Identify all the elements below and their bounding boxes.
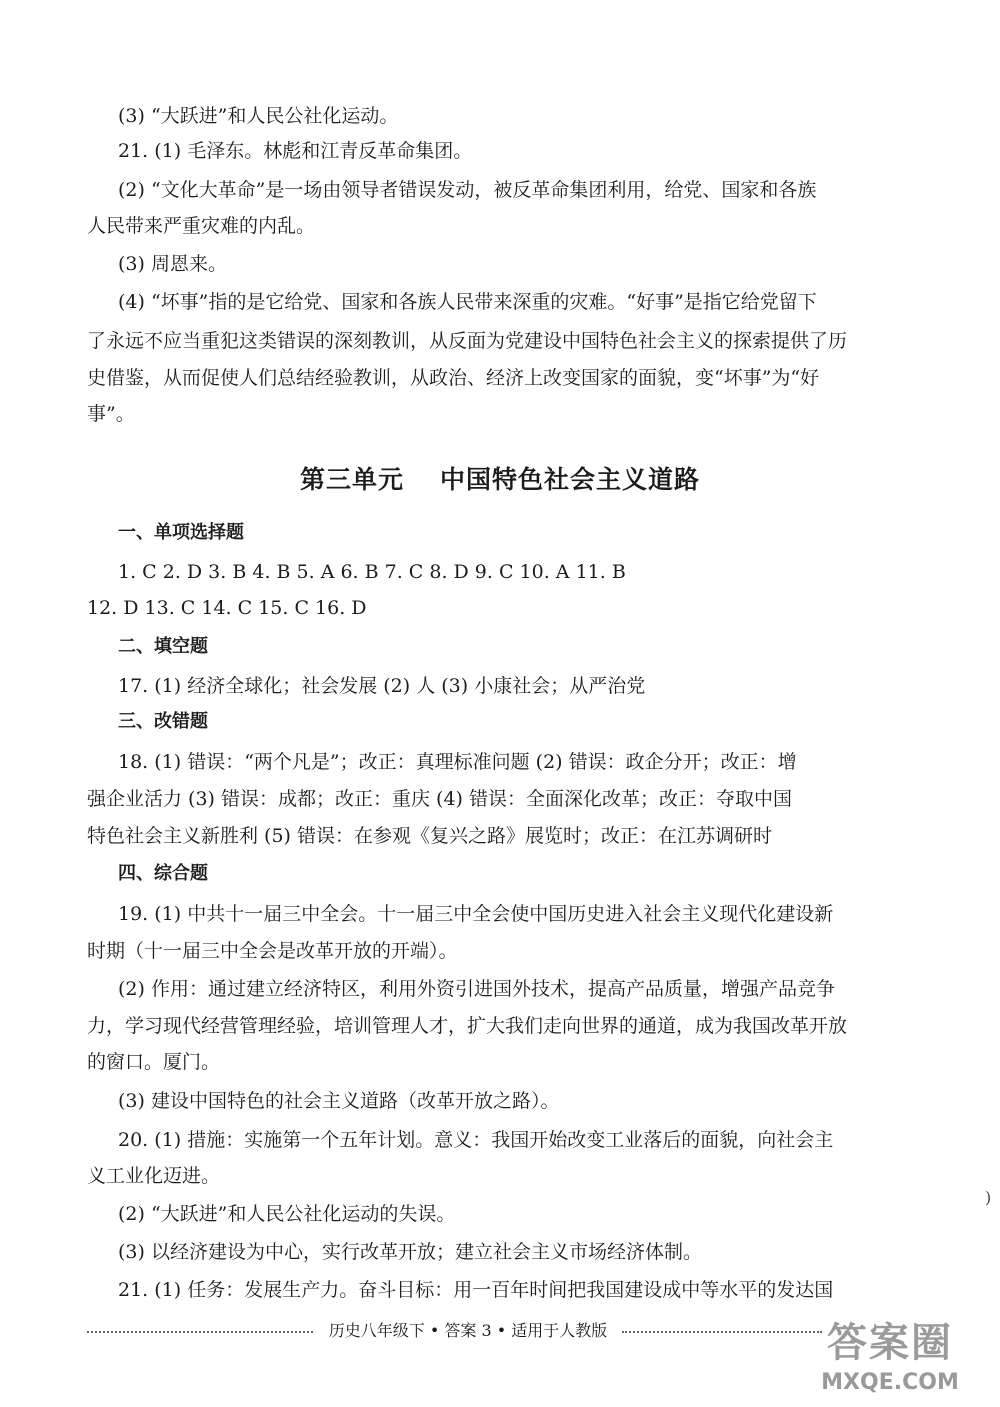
unit-title <box>0 460 1000 496</box>
margin-mark: ) <box>985 1188 992 1207</box>
answer-line: 1. C 2. D 3. B 4. B 5. A 6. B 7. C 8. D 9. C 10. A 11. B <box>118 561 626 583</box>
answer-line: (3) 建设中国特色的社会主义道路（改革开放之路）。 <box>118 1090 560 1112</box>
answer-line: 义工业化迈进。 <box>87 1165 221 1187</box>
text-line: 史借鉴，从而促使人们总结经验教训，从政治、经济上改变国家的面貌，变“坏事”为“好 <box>87 367 820 389</box>
answer-line: (3) 以经济建设为中心，实行改革开放；建立社会主义市场经济体制。 <box>118 1241 702 1263</box>
watermark-title: 答案圈 <box>827 1320 953 1366</box>
answer-line: 12. D 13. C 14. C 15. C 16. D <box>87 597 367 619</box>
section-heading: 一、单项选择题 <box>118 522 244 543</box>
watermark-url: MXQE.COM <box>821 1370 959 1395</box>
watermark-logo <box>810 1318 970 1406</box>
unit-name: 中国特色社会主义道路 <box>440 465 701 494</box>
text-line: 了永远不应当重犯这类错误的深刻教训，从反面为党建设中国特色社会主义的探索提供了历 <box>87 330 848 352</box>
page-footer: 历史八年级下 • 答案 3 • 适用于人教版 <box>318 1320 618 1342</box>
footer-rule-right <box>622 1331 822 1333</box>
answer-line: 强企业活力 (3) 错误：成都；改正：重庆 (4) 错误：全面深化改革；改正：夺取中国 <box>87 788 792 810</box>
text-line: 人民带来严重灾难的内乱。 <box>87 215 316 237</box>
section-heading: 三、改错题 <box>118 711 208 732</box>
section-heading: 二、填空题 <box>118 636 208 657</box>
text-line: (3) 周恩来。 <box>118 253 227 275</box>
answer-line: 的窗口。厦门。 <box>87 1051 221 1073</box>
answer-line: 17. (1) 经济全球化；社会发展 (2) 人 (3) 小康社会；从严治党 <box>118 675 646 697</box>
footer-rule-left <box>87 1331 313 1333</box>
text-line: (2) “文化大革命”是一场由领导者错误发动，被反革命集团利用，给党、国家和各族 <box>118 179 817 201</box>
unit-number: 第三单元 <box>299 465 404 494</box>
answer-line: 19. (1) 中共十一届三中全会。十一届三中全会使中国历史进入社会主义现代化建设新 <box>118 903 834 925</box>
text-line: (4) “坏事”指的是它给党、国家和各族人民带来深重的灾难。“好事”是指它给党留下 <box>118 291 817 313</box>
answer-line: 特色社会主义新胜利 (5) 错误：在参观《复兴之路》展览时；改正：在江苏调研时 <box>87 825 772 847</box>
answer-line: (2) “大跃进”和人民公社化运动的失误。 <box>118 1203 456 1225</box>
answer-line: 18. (1) 错误：“两个凡是”；改正：真理标准问题 (2) 错误：政企分开；改正：增 <box>118 751 797 773</box>
text-line: (3) “大跃进”和人民公社化运动。 <box>118 105 399 127</box>
text-line: 事”。 <box>87 403 135 425</box>
text-line: 21. (1) 毛泽东。林彪和江青反革命集团。 <box>118 140 473 162</box>
section-heading: 四、综合题 <box>118 863 208 884</box>
answer-line: 时期（十一届三中全会是改革开放的开端）。 <box>87 940 458 962</box>
answer-line: 20. (1) 措施：实施第一个五年计划。意义：我国开始改变工业落后的面貌，向社会主 <box>118 1129 834 1151</box>
answer-line: 21. (1) 任务：发展生产力。奋斗目标：用一百年时间把我国建设成中等水平的发达国 <box>118 1279 834 1301</box>
answer-line: (2) 作用：通过建立经济特区，利用外资引进国外技术，提高产品质量，增强产品竞争 <box>118 978 835 1000</box>
answer-line: 力，学习现代经营管理经验，培训管理人才，扩大我们走向世界的通道，成为我国改革开放 <box>87 1015 848 1037</box>
